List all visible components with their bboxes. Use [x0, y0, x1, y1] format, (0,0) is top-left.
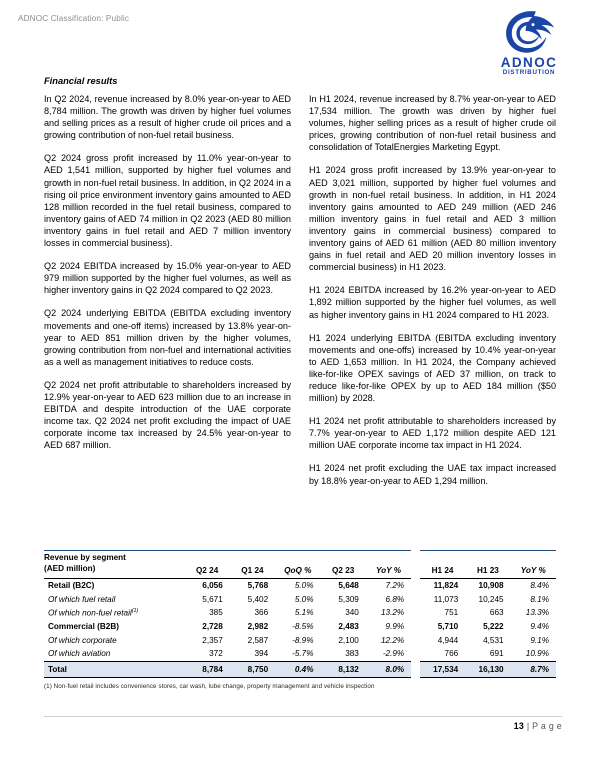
cell: 10,908	[478, 581, 504, 591]
paragraph: H1 2024 EBITDA increased by 16.2% year-on-year to AED 1,892 million supported by the higher fuel volumes, as well as higher inventory gains in H1 2024 compared to H1 2023.	[309, 285, 556, 320]
column-header-q1-24: Q1 24	[230, 551, 275, 579]
cell: 766	[420, 647, 465, 661]
cell: 8.1%	[530, 594, 549, 604]
left-column	[44, 93, 291, 487]
paragraph: Q2 2024 underlying EBITDA (EBITDA excluding inventory movements and one-off items) increased by 13.8% year-on-year to AED 851 million driven by the higher volumes, growing contribution from non-fuel and international activities as a well as management initiatives to reduce costs.	[44, 308, 291, 367]
table-total-row	[44, 661, 556, 678]
column-header-q2-23: Q2 23	[321, 551, 366, 579]
column-header-qoq-pct: QoQ %	[275, 551, 320, 579]
row-label: Commercial (B2B)	[48, 622, 119, 632]
cell: -2.9%	[366, 647, 411, 661]
table-row	[44, 593, 556, 607]
cell: 16,130	[465, 661, 510, 678]
table-row	[44, 633, 556, 647]
paragraph: H1 2024 net profit attributable to shareholders increased by 7.7% year-on-year to AED 1,172 million despite AED 121 million UAE corporate income tax impact in H1 2024.	[309, 416, 556, 451]
revenue-by-segment-table	[44, 550, 556, 678]
row-label: Of which aviation	[44, 647, 184, 661]
paragraph: H1 2024 net profit excluding the UAE tax impact increased by 18.8% year-on-year to AED 1,294 million.	[309, 463, 556, 486]
page-number-word: P a g e	[532, 721, 562, 731]
cell-gap	[411, 606, 420, 620]
column-header-yoy-pct-h: YoY %	[511, 551, 556, 579]
cell: 2,982	[247, 622, 269, 632]
cell: 691	[465, 647, 510, 661]
cell: 663	[489, 608, 504, 618]
column-header-yoy-pct-q: YoY %	[366, 551, 411, 579]
paragraph: Q2 2024 net profit attributable to shareholders increased by 12.9% year-on-year to AED 623 million due to an increase in EBITDA and despite introduction of the UAE corporate income tax. Q2 2024 net profit excluding the impact of UAE corporate income tax increased by 24.5% year-on-year to AED 687 million.	[44, 379, 291, 451]
page-number-separator: |	[526, 721, 530, 731]
cell: -5.7%	[275, 647, 320, 661]
corner-label-line2: (AED million)	[44, 563, 96, 573]
cell-gap	[411, 593, 420, 607]
cell: 5.0%	[294, 594, 314, 604]
document-body	[44, 76, 556, 487]
cell: 9.4%	[530, 622, 549, 632]
cell: 11,824	[433, 581, 459, 591]
cell: 385	[209, 608, 223, 618]
cell: 5,648	[338, 581, 359, 591]
cell-gap	[411, 579, 420, 593]
paragraph: Q2 2024 gross profit increased by 11.0% year-on-year to AED 1,541 million, supported by higher fuel volumes and growth in non-fuel retail business. In addition, in Q2 2024 in a rising oil price environment inventory gains amounted to AED 128 million recorded in the fuel retail business, compared to inventory gains of AED 74 million in Q2 2023 (AED 80 million inventory gains in fuel retail and AED 7 million inventory losses in commercial business).	[44, 153, 291, 249]
cell: 2,100	[338, 635, 359, 645]
cell-gap	[411, 647, 420, 661]
cell: 4,531	[483, 635, 504, 645]
cell: 12.2%	[381, 635, 405, 645]
table-row	[44, 579, 556, 593]
row-label: Total	[44, 661, 184, 678]
cell: 6.8%	[385, 594, 405, 604]
cell-gap	[411, 620, 420, 634]
corner-label-line1: Revenue by segment	[44, 553, 126, 563]
paragraph: Q2 2024 EBITDA increased by 15.0% year-on-year to AED 979 million supported by the higher fuel volumes, as well as higher inventory gains in Q2 2024 compared to Q2 2023.	[44, 261, 291, 296]
cell: 10.9%	[511, 647, 556, 661]
cell: 5,402	[247, 594, 269, 604]
logo-wordmark: ADNOC	[500, 55, 558, 70]
cell: 9.9%	[385, 622, 405, 632]
classification-label: ADNOC Classification: Public	[18, 14, 130, 23]
page-number-value: 13	[513, 721, 525, 731]
row-label: Of which fuel retail	[48, 594, 116, 604]
row-label-text: Of which non-fuel retail	[48, 608, 132, 618]
cell: 4,944	[437, 635, 459, 645]
cell: 366	[254, 608, 269, 618]
adnoc-distribution-logo	[486, 8, 572, 77]
two-column-layout	[44, 93, 556, 487]
cell: 5,309	[338, 594, 359, 604]
paragraph: In H1 2024, revenue increased by 8.7% year-on-year to AED 17,534 million. The growth was driven by higher fuel volumes, higher selling prices as a result of higher crude oil prices, growing contribution of non-fuel retail business and consolidation of TotalEnergies Marketing Egypt.	[309, 94, 556, 153]
page-title: Financial results	[44, 76, 118, 86]
cell: 13.3%	[525, 608, 549, 618]
cell: 394	[230, 647, 275, 661]
logo-submark: DISTRIBUTION	[502, 69, 556, 77]
cell: 8.4%	[530, 581, 549, 591]
cell-gap	[411, 633, 420, 647]
footer-divider	[44, 716, 562, 717]
cell: 2,587	[247, 635, 269, 645]
cell: 6,056	[202, 581, 223, 591]
cell: 8,132	[321, 661, 366, 678]
cell: 5,710	[437, 622, 459, 632]
cell: 5.1%	[294, 608, 314, 618]
cell: 2,483	[338, 622, 359, 632]
cell: 5,671	[202, 594, 223, 604]
table-footnote: (1) Non-fuel retail includes convenience stores, car wash, lube change, property management and vehicle inspection	[44, 683, 375, 691]
cell: 5,768	[247, 581, 269, 591]
paragraph: H1 2024 gross profit increased by 13.9% year-on-year to AED 3,021 million, supported by higher fuel volumes and growth in non-fuel retail business. In addition, in H1 2024 inventory gains amounted to AED 249 million (AED 246 million inventory gains in fuel retail and AED 3 million inventory gains in commercial business) compared to inventory gains of AED 61 million (AED 80 million inventory gains in fuel retail and AED 20 million inventory losses in commercial business) in H1 2023.	[309, 165, 556, 273]
right-column	[309, 93, 556, 487]
paragraph: H1 2024 underlying EBITDA (EBITDA excluding inventory movements and one-offs) increased by 10.4% year-on-year to AED 1,653 million. In H1 2024, the Company achieved like-for-like OPEX savings of AED 37 million, on track to reduce like-for-like OPEX by up to AED 184 million ($50 million) by 2028.	[309, 332, 556, 404]
table-corner-label	[44, 551, 184, 579]
cell: 10,245	[478, 594, 504, 604]
cell: 7.2%	[385, 581, 405, 591]
adnoc-falcon-logo	[500, 8, 558, 55]
cell: 383	[321, 647, 366, 661]
column-gap	[411, 551, 420, 579]
cell: 8.0%	[366, 661, 411, 678]
table-header-row	[44, 551, 556, 579]
cell: 751	[444, 608, 459, 618]
table-row	[44, 620, 556, 634]
cell-gap	[411, 661, 420, 678]
paragraph: In Q2 2024, revenue increased by 8.0% year-on-year to AED 8,784 million. The growth was driven by higher fuel volumes and selling prices as a result of higher crude oil prices and a growing contribution of non-fuel retail business.	[44, 94, 291, 141]
row-label: Of which corporate	[48, 635, 117, 645]
cell: 0.4%	[275, 661, 320, 678]
row-label: Retail (B2C)	[48, 581, 95, 591]
cell: 5.0%	[294, 581, 314, 591]
cell: 8,750	[230, 661, 275, 678]
cell: 5,222	[483, 622, 504, 632]
page-number	[44, 721, 562, 731]
cell: 2,728	[202, 622, 223, 632]
revenue-by-segment-table-block	[44, 550, 556, 690]
cell: 17,534	[420, 661, 465, 678]
cell: 8.7%	[511, 661, 556, 678]
row-label	[44, 606, 184, 620]
footnote-marker: (1)	[131, 608, 139, 615]
cell: -8.5%	[292, 622, 314, 632]
column-header-q2-24: Q2 24	[184, 551, 229, 579]
cell: 2,357	[202, 635, 223, 645]
cell: 340	[345, 608, 359, 618]
table-row	[44, 647, 556, 661]
column-header-h1-24: H1 24	[420, 551, 465, 579]
cell: -8.9%	[292, 635, 314, 645]
cell: 8,784	[184, 661, 229, 678]
cell: 372	[184, 647, 229, 661]
cell: 9.1%	[530, 635, 549, 645]
cell: 13.2%	[381, 608, 405, 618]
column-header-h1-23: H1 23	[465, 551, 510, 579]
table-row	[44, 606, 556, 620]
page-footer	[44, 716, 562, 731]
cell: 11,073	[433, 594, 459, 604]
